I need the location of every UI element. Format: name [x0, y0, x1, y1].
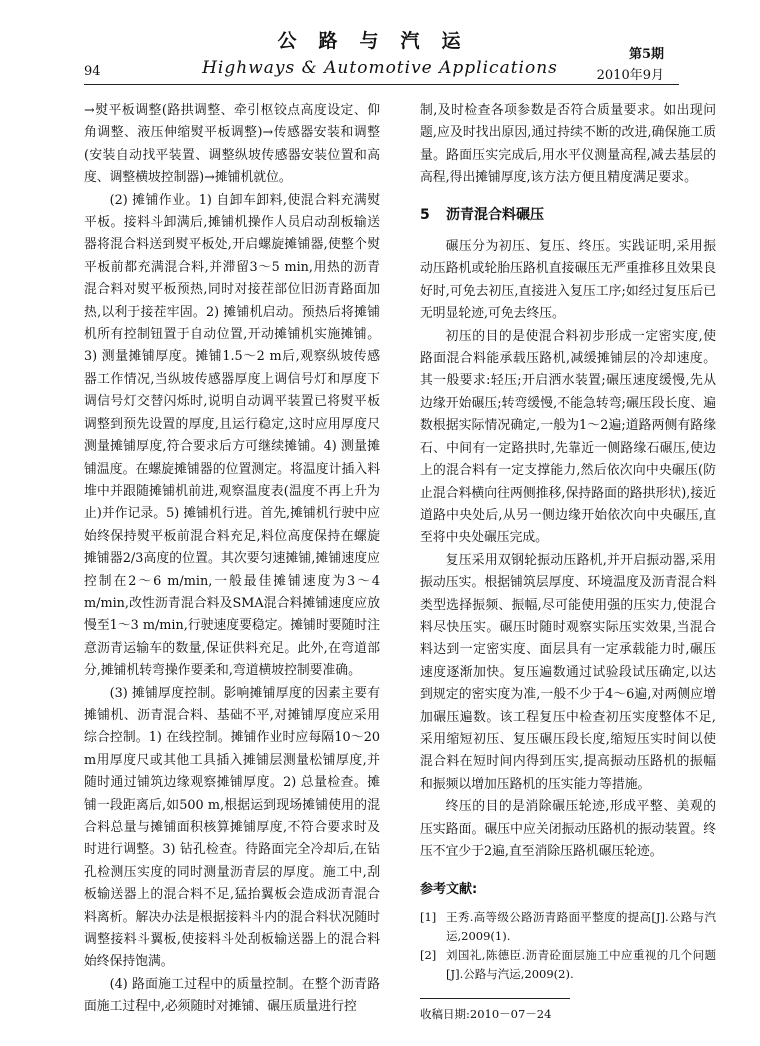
section-number: 5	[420, 206, 430, 223]
paragraph: 终压的目的是消除碾压轮迹,形成平整、美观的压实路面。碾压中应关闭振动压路机的振动装置。终压不宜少于2遍,直至消除压路机碾压轮迹。	[420, 799, 716, 859]
journal-title-en: Highways & Automotive Applications	[202, 58, 558, 78]
received-date: 收稿日期:2010－07－24	[420, 1006, 552, 1021]
paragraph: 复压采用双钢轮振动压路机,并开启振动器,采用振动压实。根据铺筑层厚度、环境温度及沥青混合料类型选择振频、振幅,尽可能使用强的压实力,使混合料尽快压实。碾压时随时观察实际压实效果,当混合料达到一定密实度、面层具有一定承载能力时,碾压速度逐渐加快。复压遍数通过试验段试压确定,以达到规定的密实度为准,一般不少于4～6遍,对两侧应增加碾压遍数。该工程复压中检查初压实度整体不足,采用缩短初压、复压碾压段长度,缩短压实时间以使混合料在短时间内得到压实,提高振动压路机的振幅和振频以增加压路机的压实能力等措施。	[420, 552, 716, 792]
paragraph: (2) 摊铺作业。1) 自卸车卸料,使混合料充满熨平板。接料斗卸满后,摊铺机操作人员启动刮板输送器将混合料送到熨平板处,开启螺旋摊铺器,使整个熨平板前都充满混合料,并滞留3～5 min,用热的沥青混合料对熨平板预热,同时对接茬部位旧沥青路面加热,以利于接茬牢固。2) 摊铺机启动。预热后将摊铺机所有控制钮置于自动位置,开动摊铺机实施摊铺。3) 测量摊铺厚度。摊铺1.5～2 m后,观察纵坡传感器工作情况,当纵坡传感器厚度上调信号灯和厚度下调信号灯交替闪烁时,说明自动调平装置已将熨平板调整到预先设置的厚度,且运行稳定,这时应用厚度尺测量摊铺厚度,符合要求后方可继续摊铺。4) 测量摊铺温度。在螺旋摊铺器的位置测定。将温度计插入料堆中并跟随摊铺机前进,观察温度表(温度不再上升为止)并作记录。5) 摊铺机行进。首先,摊铺机行驶中应始终保持熨平板前混合料充足,料位高度保持在螺旋摊铺器2/3高度的位置。其次要匀速摊铺,摊铺速度应控制在2～6 m/min,一般最佳摊铺速度为3～4 m/min,改性沥青混合料及SMA混合料摊铺速度应放慢至1～3 m/min,行驶速度要稳定。摊铺时要随时注意沥青运输车的数量,保证供料充足。此外,在弯道部分,摊铺机转弯操作要柔和,弯道横坡控制要准确。	[84, 192, 380, 679]
paragraph: (4) 路面施工过程中的质量控制。在整个沥青路面施工过程中,必须随时对摊铺、碾压质量进行控	[84, 976, 380, 1015]
reference-item	[420, 946, 716, 984]
reference-item	[420, 908, 716, 946]
journal-title-cn: 公路与汽运	[277, 30, 483, 52]
footnote-rule	[420, 998, 570, 999]
left-column	[84, 100, 380, 1019]
page-header	[0, 0, 760, 90]
reference-number: [2]	[420, 947, 437, 962]
paragraph: (3) 摊铺厚度控制。影响摊铺厚度的因素主要有摊铺机、沥青混合料、基础不平,对摊铺厚度应采用综合控制。1) 在线控制。摊铺作业时应每隔10～20 m用厚度尺或其他工具插入摊铺层测量松铺厚度,并随时通过铺筑边缘观察摊铺厚度。2) 总量检查。摊铺一段距离后,如500 m,根据运到现场摊铺使用的混合料总量与摊铺面积核算摊铺厚度,不符合要求时及时进行调整。3) 钻孔检查。待路面完全冷却后,在钻孔检测压实度的同时测量沥青层的厚度。施工中,刮板输送器上的混合料不足,猛抬翼板会造成沥青混合料离析。解决办法是根据接料斗内的混合料状况随时调整接料斗翼板,使接料斗处刮板输送器上的混合料始终保持饱满。	[84, 685, 380, 970]
reference-text: 王秀.高等级公路沥青路面平整度的提高[J].公路与汽运,2009(1).	[446, 909, 716, 943]
right-column	[420, 100, 716, 1025]
references-title: 参考文献:	[420, 882, 478, 898]
header-rule	[84, 84, 679, 85]
paragraph: 碾压分为初压、复压、终压。实践证明,采用振动压路机或轮胎压路机直接碾压无严重推移且效果良好时,可免去初压,直接进入复压工序;如经过复压后已无明显轮迹,可免去终压。	[420, 239, 716, 322]
paragraph: →熨平板调整(路拱调整、牵引枢铰点高度设定、仰角调整、液压伸缩熨平板调整)→传感器安装和调整(安装自动找平装置、调整纵坡传感器安装位置和高度、调整横坡控制器)→摊铺机就位。	[84, 103, 380, 186]
issue-number: 第5期	[628, 47, 664, 62]
issue-date: 2010年9月	[596, 68, 664, 83]
paragraph: 初压的目的是使混合料初步形成一定密实度,使路面混合料能承载压路机,减缓摊铺层的冷却速度。其一般要求:轻压;开启洒水装置;碾压速度缓慢,先从边缘开始碾压;转弯缓慢,不能急转弯;碾压段长度、遍数根据实际情况确定,一般为1～2遍;道路两侧有路缘石、中间有一定路拱时,先靠近一侧路缘石碾压,使边上的混合料有一定支撑能力,然后依次向中央碾压(防止混合料横向往两侧推移,保持路面的路拱形状),接近道路中央处后,从另一侧边缘开始依次向中央碾压,直至将中央处碾压完成。	[420, 328, 716, 546]
paragraph: 制,及时检查各项参数是否符合质量要求。如出现问题,应及时找出原因,通过持续不断的改进,确保施工质量。路面压实完成后,用水平仪测量高程,减去基层的高程,得出摊铺厚度,该方法方便且精度满足要求。	[420, 103, 716, 186]
section-heading	[420, 204, 716, 226]
reference-number: [1]	[420, 909, 437, 924]
reference-text: 刘国礼,陈德臣.沥青砼面层施工中应重视的几个问题[J].公路与汽运,2009(2).	[446, 947, 716, 981]
page-number: 94	[84, 64, 101, 79]
section-title: 沥青混合料碾压	[446, 206, 544, 223]
